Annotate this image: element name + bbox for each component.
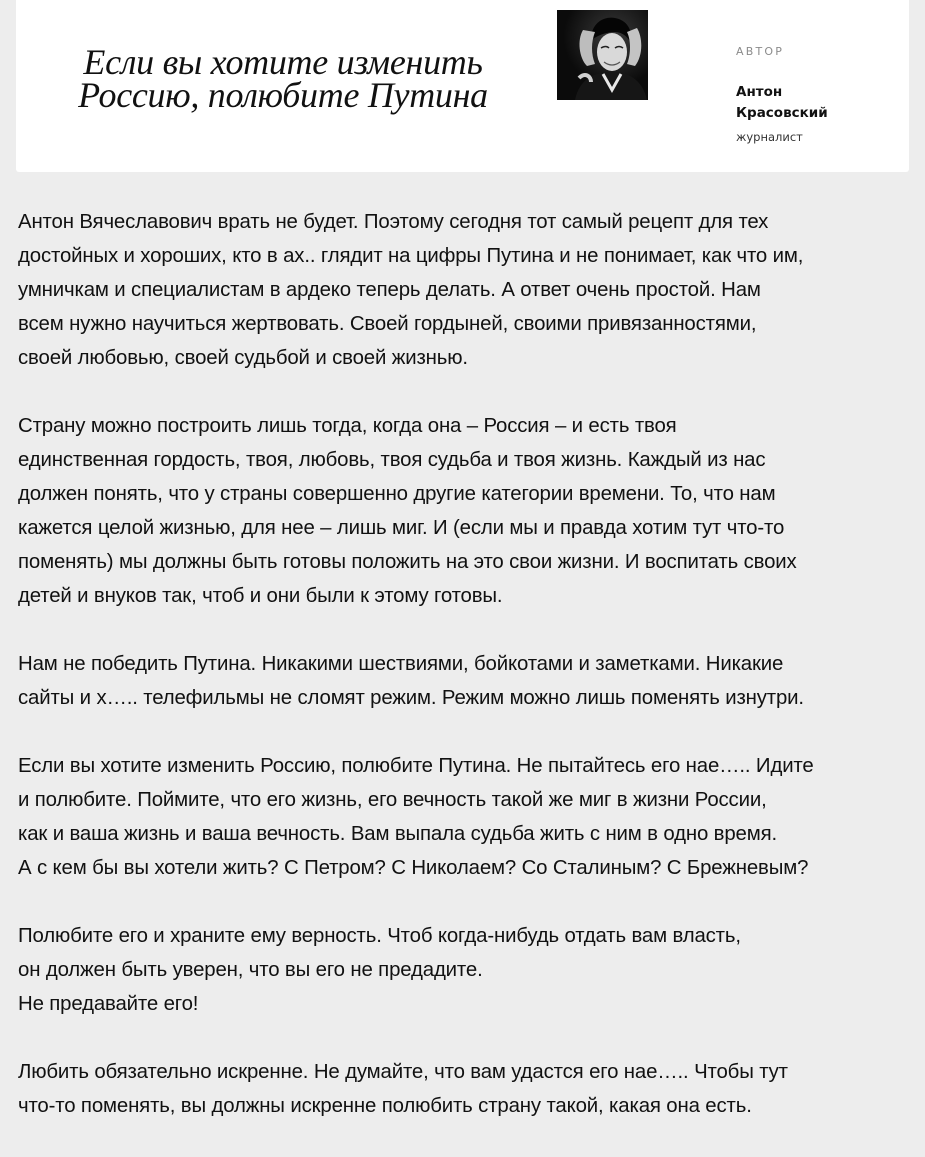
author-photo-image [557, 10, 648, 100]
text-line: должен понять, что у страны совершенно другие категории времени. То, что нам [18, 483, 776, 505]
text-line: и полюбите. Поймите, что его жизнь, его вечность такой же миг в жизни России, [18, 789, 767, 811]
text-line: поменять) мы должны быть готовы положить на это свои жизни. И воспитать своих [18, 551, 797, 573]
text-line: достойных и хороших, кто в ах.. глядит на цифры Путина и не понимает, как что им, [18, 245, 804, 267]
text-line: как и ваша жизнь и ваша вечность. Вам выпала судьба жить с ним в одно время. [18, 823, 778, 845]
text-line: Страну можно построить лишь тогда, когда она – Россия – и есть твоя [18, 415, 677, 437]
author-photo [557, 10, 648, 100]
text-line: А с кем бы вы хотели жить? С Петром? С Николаем? Со Сталиным? С Брежневым? [18, 857, 809, 879]
text-line: кажется целой жизнью, для нее – лишь миг. И (если мы и правда хотим тут что-то [18, 517, 785, 539]
author-name-line: Красовский [736, 105, 828, 121]
article-body [18, 205, 918, 1157]
text-line: Не предавайте его! [18, 993, 199, 1015]
article-paragraph [18, 409, 918, 613]
author-label: АВТОР [736, 45, 785, 58]
article-title [52, 42, 514, 115]
text-line: детей и внуков так, чтоб и они были к этому готовы. [18, 585, 503, 607]
text-line: единственная гордость, твоя, любовь, твоя судьба и твоя жизнь. Каждый из нас [18, 449, 766, 471]
author-name[interactable] [736, 82, 896, 124]
article-paragraph [18, 205, 918, 375]
article-paragraph [18, 647, 918, 715]
text-line: Нам не победить Путина. Никакими шествиями, бойкотами и заметками. Никакие [18, 653, 784, 675]
text-line: что-то поменять, вы должны искренне полюбить страну такой, какая она есть. [18, 1095, 752, 1117]
text-line: Если вы хотите изменить Россию, полюбите Путина. Не пытайтесь его нае….. Идите [18, 755, 814, 777]
text-line: он должен быть уверен, что вы его не предадите. [18, 959, 483, 981]
article-paragraph [18, 1055, 918, 1123]
text-line: Полюбите его и храните ему верность. Чтоб когда-нибудь отдать вам власть, [18, 925, 741, 947]
text-line: всем нужно научиться жертвовать. Своей гордыней, своими привязанностями, [18, 313, 757, 335]
article-paragraph [18, 749, 918, 885]
text-line: своей любовью, своей судьбой и своей жизнью. [18, 347, 468, 369]
article-title-line: Если вы хотите изменить [83, 42, 483, 82]
text-line: Любить обязательно искренне. Не думайте, что вам удастся его нае….. Чтобы тут [18, 1061, 788, 1083]
article-header-card [16, 0, 909, 172]
text-line: Антон Вячеславович врать не будет. Поэтому сегодня тот самый рецепт для тех [18, 211, 769, 233]
text-line: умничкам и специалистам в ардеко теперь делать. А ответ очень простой. Нам [18, 279, 761, 301]
article-paragraph [18, 919, 918, 1021]
author-name-line: Антон [736, 84, 783, 100]
article-title-line: Россию, полюбите Путина [78, 75, 488, 115]
author-role: журналист [736, 130, 803, 144]
text-line: сайты и х….. телефильмы не сломят режим. Режим можно лишь поменять изнутри. [18, 687, 804, 709]
